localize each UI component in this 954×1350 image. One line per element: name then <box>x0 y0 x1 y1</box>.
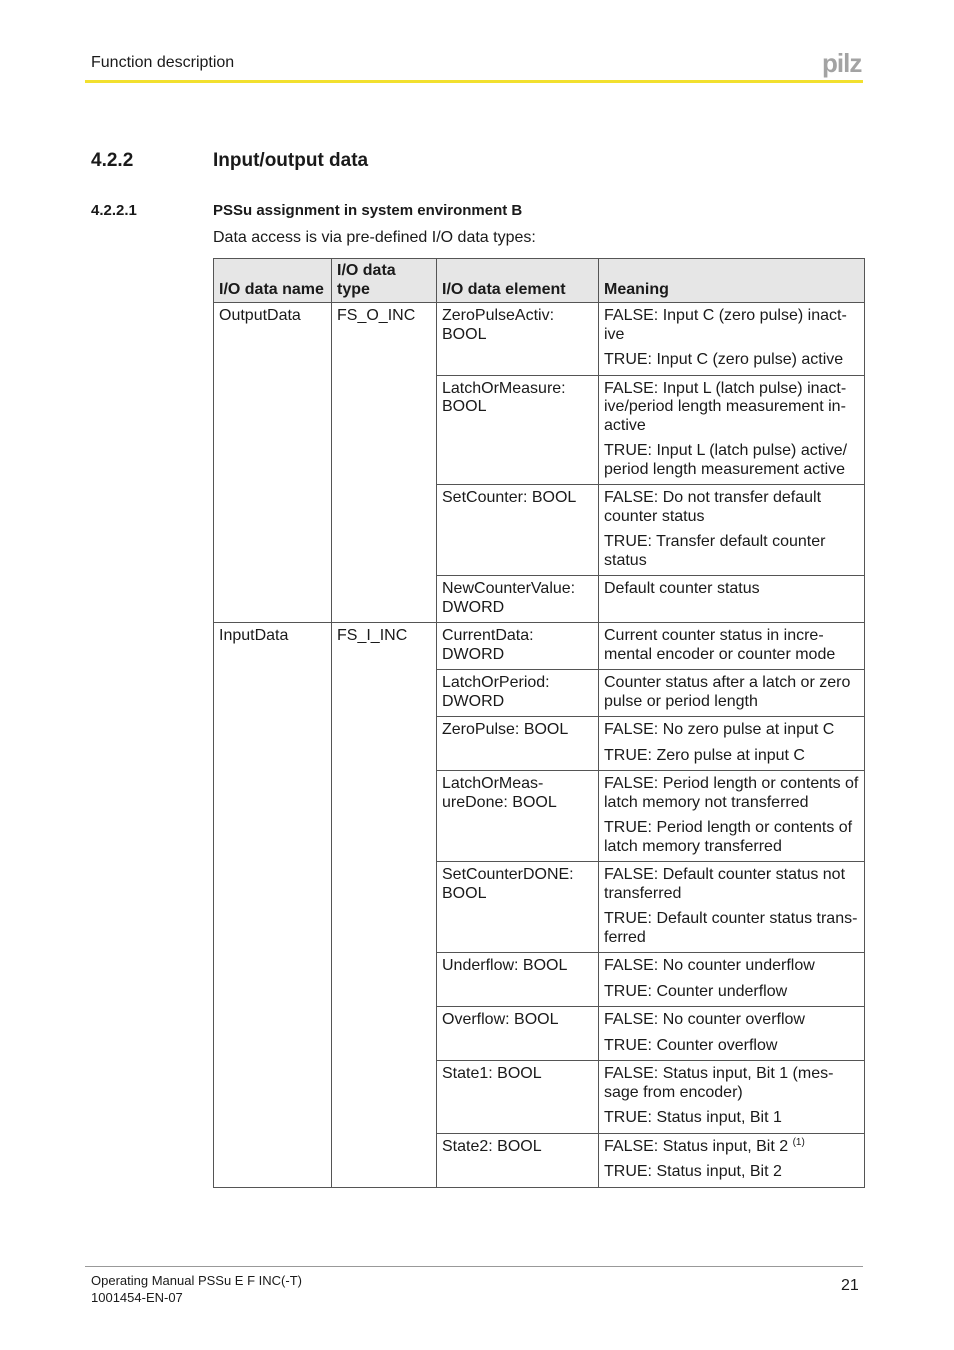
io-data-type: FS_I_INC <box>332 623 437 1188</box>
meaning-text: FALSE: Default counter status not transferred <box>604 866 846 902</box>
io-data-table <box>213 258 865 1188</box>
meaning-text: TRUE: Status input, Bit 1 <box>604 1109 782 1126</box>
table-row <box>214 303 865 376</box>
meaning-text: FALSE: Period length or contents of latch memory not transferred <box>604 775 859 811</box>
meaning-text: TRUE: Zero pulse at input C <box>604 746 805 764</box>
footnote-marker: (1) <box>792 1136 805 1148</box>
io-data-element: SetCounterDONE: BOOL <box>437 862 599 953</box>
meaning-text: FALSE: No counter underflow <box>604 957 815 974</box>
subsection-number: 4.2.2.1 <box>91 202 137 219</box>
io-data-element: SetCounter: BOOL <box>437 485 599 576</box>
pilz-logo: pilz <box>822 48 862 78</box>
io-data-element: CurrentData: DWORD <box>437 623 599 670</box>
meaning-text: Default counter status <box>604 580 760 597</box>
io-data-element: Underflow: BOOL <box>437 953 599 1007</box>
io-data-element: LatchOrPeriod: DWORD <box>437 670 599 717</box>
meaning-text: TRUE: Period length or contents of latch memory transferred <box>604 819 853 855</box>
column-header: I/O data element <box>437 259 599 303</box>
meaning-text: FALSE: No counter overflow <box>604 1011 805 1028</box>
meaning-text: TRUE: Input L (latch pulse) active/ period length measurement active <box>604 442 848 478</box>
page-number: 21 <box>841 1277 859 1294</box>
meaning-text-part: FALSE: Status input, Bit 2 <box>604 1137 789 1155</box>
meaning-text: TRUE: Counter underflow <box>604 982 788 1000</box>
meaning-text: TRUE: Transfer default counter status <box>604 533 826 569</box>
meaning-cell <box>599 771 865 862</box>
column-header: Meaning <box>599 259 865 303</box>
meaning-cell <box>599 623 865 670</box>
meaning-cell <box>599 670 865 717</box>
meaning-cell <box>599 1133 865 1187</box>
io-data-element: LatchOrMeas-ureDone: BOOL <box>437 771 599 862</box>
table-header-row <box>214 259 865 303</box>
header-title: Function description <box>91 54 235 71</box>
column-header: I/O data type <box>332 259 437 303</box>
io-data-name: InputData <box>214 623 332 1188</box>
meaning-text: FALSE: No zero pulse at input C <box>604 721 835 738</box>
meaning-text: FALSE: Input L (latch pulse) inact-ive/period length measurement in-active <box>604 379 847 434</box>
table-row <box>214 623 865 670</box>
io-data-element: LatchOrMeasure: BOOL <box>437 375 599 485</box>
footer-manual-title: Operating Manual PSSu E F INC(-T) <box>91 1273 302 1288</box>
io-data-type: FS_O_INC <box>332 303 437 623</box>
meaning-cell <box>599 953 865 1007</box>
io-data-element: State1: BOOL <box>437 1061 599 1134</box>
io-data-element: ZeroPulse: BOOL <box>437 717 599 771</box>
intro-text: Data access is via pre-defined I/O data types: <box>213 229 536 246</box>
meaning-cell <box>599 717 865 771</box>
meaning-text: TRUE: Default counter status trans-ferred <box>604 910 858 946</box>
io-data-element: State2: BOOL <box>437 1133 599 1187</box>
footer-rule <box>85 1266 863 1267</box>
meaning-text: FALSE: Status input, Bit 1 (mes-sage from encoder) <box>604 1065 834 1101</box>
io-data-element: ZeroPulseActiv: BOOL <box>437 303 599 376</box>
section-title: Input/output data <box>213 150 369 171</box>
io-data-element: Overflow: BOOL <box>437 1007 599 1061</box>
meaning-text: TRUE: Counter overflow <box>604 1036 778 1054</box>
subsection-title: PSSu assignment in system environment B <box>213 202 523 219</box>
meaning-cell <box>599 485 865 576</box>
meaning-text: TRUE: Input C (zero pulse) active <box>604 351 844 368</box>
io-data-element: NewCounterValue: DWORD <box>437 576 599 623</box>
meaning-text: Counter status after a latch or zero pulse or period length <box>604 674 851 710</box>
meaning-cell <box>599 375 865 485</box>
io-data-name: OutputData <box>214 303 332 623</box>
meaning-cell <box>599 1007 865 1061</box>
footer-doc-id: 1001454-EN-07 <box>91 1290 183 1305</box>
meaning-text: TRUE: Status input, Bit 2 <box>604 1163 782 1180</box>
meaning-cell <box>599 303 865 376</box>
header-rule <box>85 80 863 83</box>
meaning-text <box>604 1138 859 1157</box>
section-number: 4.2.2 <box>91 150 134 171</box>
meaning-cell <box>599 1061 865 1134</box>
meaning-cell <box>599 576 865 623</box>
meaning-cell <box>599 862 865 953</box>
meaning-text: FALSE: Input C (zero pulse) inact-ive <box>604 307 847 343</box>
meaning-text: Current counter status in incre-mental encoder or counter mode <box>604 627 836 663</box>
meaning-text: FALSE: Do not transfer default counter status <box>604 489 822 525</box>
column-header: I/O data name <box>214 259 332 303</box>
